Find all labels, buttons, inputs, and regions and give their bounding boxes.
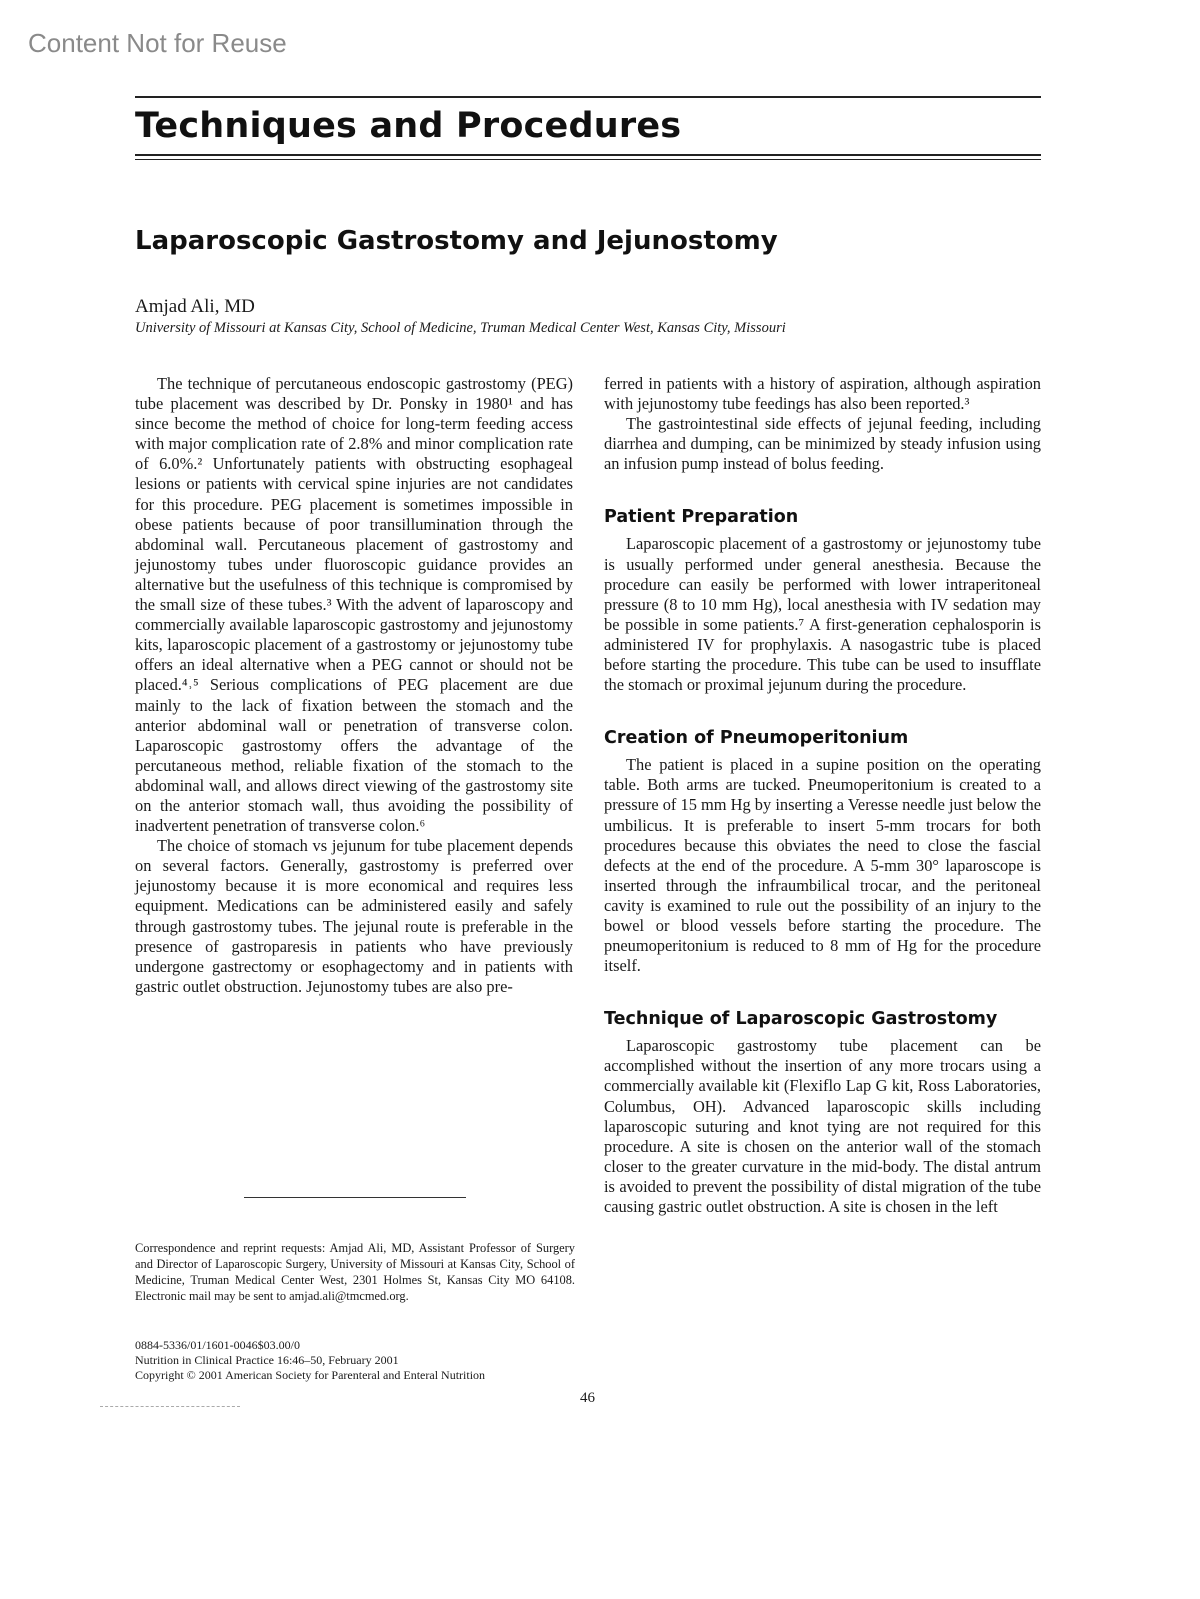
author-affiliation: University of Missouri at Kansas City, School of Medicine, Truman Medical Center West, Kansas City, Missouri: [135, 320, 786, 336]
heading-technique-laparoscopic-gastrostomy: Technique of Laparoscopic Gastrostomy: [604, 1009, 998, 1030]
body-paragraph: ferred in patients with a history of aspiration, although aspiration with jejunostomy tube feedings has also been reported.³: [604, 374, 1041, 414]
watermark-text: Content Not for Reuse: [28, 28, 287, 58]
section-title: Techniques and Procedures: [135, 106, 682, 146]
body-paragraph: The choice of stomach vs jejunum for tube placement depends on several factors. Generally, gastrostomy is preferred over jejunostomy because it is more economical and requires less equipment. Medications can be administered easily and safely through gastrostomy tubes. The jejunal route is preferable in the presence of gastroparesis in patients who have previously undergone gastrectomy or esophagectomy and in patients with gastric outlet obstruction. Jejunostomy tubes are also pre-: [135, 836, 573, 996]
header-rule-bottom-thin: [135, 159, 1041, 160]
scan-specks: [100, 1406, 240, 1409]
issn-line: 0884-5336/01/1601-0046$03.00/0: [135, 1338, 300, 1352]
author-name: Amjad Ali, MD: [135, 296, 255, 317]
body-paragraph: The technique of percutaneous endoscopic gastrostomy (PEG) tube placement was described by Dr. Ponsky in 1980¹ and has since become the method of choice for long-term feeding access with major complication rate of 2.8% and minor complication rate of 6.0%.² Unfortunately patients with obstructing esophageal lesions or patients with cervical spine injuries are not candidates for this procedure. PEG placement is sometimes impossible in obese patients because of poor transillumination through the abdominal wall. Percutaneous placement of gastrostomy and jejunostomy tubes under fluoroscopic guidance provides an alternative but the usefulness of this technique is compromised by the small size of these tubes.³ With the advent of laparoscopy and commercially available laparoscopic gastrostomy and jejunostomy kits, laparoscopic placement of a gastrostomy or jejunostomy tube offers an ideal alternative when a PEG cannot or should not be placed.⁴˒⁵ Serious complications of PEG placement are due mainly to the lack of fixation between the stomach and the anterior abdominal wall or penetration of transverse colon. Laparoscopic gastrostomy offers the advantage of the percutaneous method, reliable fixation of the stomach to the abdominal wall, and allows direct viewing of the gastrostomy site on the anterior stomach wall, thus avoiding the possibility of inadvertent penetration of transverse colon.⁶: [135, 374, 573, 836]
copyright-line: Copyright © 2001 American Society for Parenteral and Enteral Nutrition: [135, 1368, 486, 1382]
body-paragraph: The gastrointestinal side effects of jejunal feeding, including diarrhea and dumping, can be minimized by steady infusion using an infusion pump instead of bolus feeding.: [604, 414, 1041, 474]
heading-patient-preparation: Patient Preparation: [604, 507, 799, 528]
body-paragraph: Laparoscopic gastrostomy tube placement can be accomplished without the insertion of any more trocars using a commercially available kit (Flexiflo Lap G kit, Ross Laboratories, Columbus, OH). Advanced laparoscopic skills including laparoscopic suturing and knot tying are not required for this procedure. A site is chosen on the anterior wall of the stomach closer to the greater curvature in the mid-body. The distal antrum is avoided to prevent the possibility of distal migration of the tube causing gastric outlet obstruction. A site is chosen in the left: [604, 1036, 1041, 1216]
footnote-divider: [244, 1197, 466, 1198]
header-rule-top: [135, 96, 1041, 98]
article-title: Laparoscopic Gastrostomy and Jejunostomy: [135, 226, 778, 256]
body-paragraph: The patient is placed in a supine position on the operating table. Both arms are tucked. Pneumoperitonium is created to a pressure of 15 mm Hg by inserting a Veresse needle just below the umbilicus. It is preferable to insert 5-mm trocars for both procedures because this obviates the need to close the fascial defects at the end of the procedure. A 5-mm 30° laparoscope is inserted through the infraumbilical trocar, and the peritoneal cavity is examined to rule out the possibility of an injury to the bowel or blood vessels before starting the procedure. The pneumoperitonium is reduced to 8 mm of Hg for the procedure itself.: [604, 755, 1041, 976]
body-paragraph: Laparoscopic placement of a gastrostomy or jejunostomy tube is usually performed under general anesthesia. Because the procedure can easily be performed with lower intraperitoneal pressure (8 to 10 mm Hg), local anesthesia with IV sedation may be possible in some patients.⁷ A first-generation cephalosporin is administered IV for prophylaxis. A nasogastric tube is placed before starting the procedure. This tube can be used to insufflate the stomach or proximal jejunum during the procedure.: [604, 534, 1041, 695]
left-column: [135, 374, 573, 997]
correspondence-footnote: Correspondence and reprint requests: Amjad Ali, MD, Assistant Professor of Surgery and Director of Laparoscopic Surgery, University of Missouri at Kansas City, School of Medicine, Truman Medical Center West, 2301 Holmes St, Kansas City MO 64108. Electronic mail may be sent to amjad.ali@tmcmed.org.: [135, 1241, 575, 1303]
page-number: 46: [580, 1390, 595, 1406]
header-rule-bottom: [135, 154, 1041, 156]
citation-block: [135, 1338, 575, 1383]
heading-creation-of-pneumoperitonium: Creation of Pneumoperitonium: [604, 728, 909, 749]
journal-line: Nutrition in Clinical Practice 16:46–50, February 2001: [135, 1353, 399, 1367]
right-column: [604, 374, 1041, 1217]
